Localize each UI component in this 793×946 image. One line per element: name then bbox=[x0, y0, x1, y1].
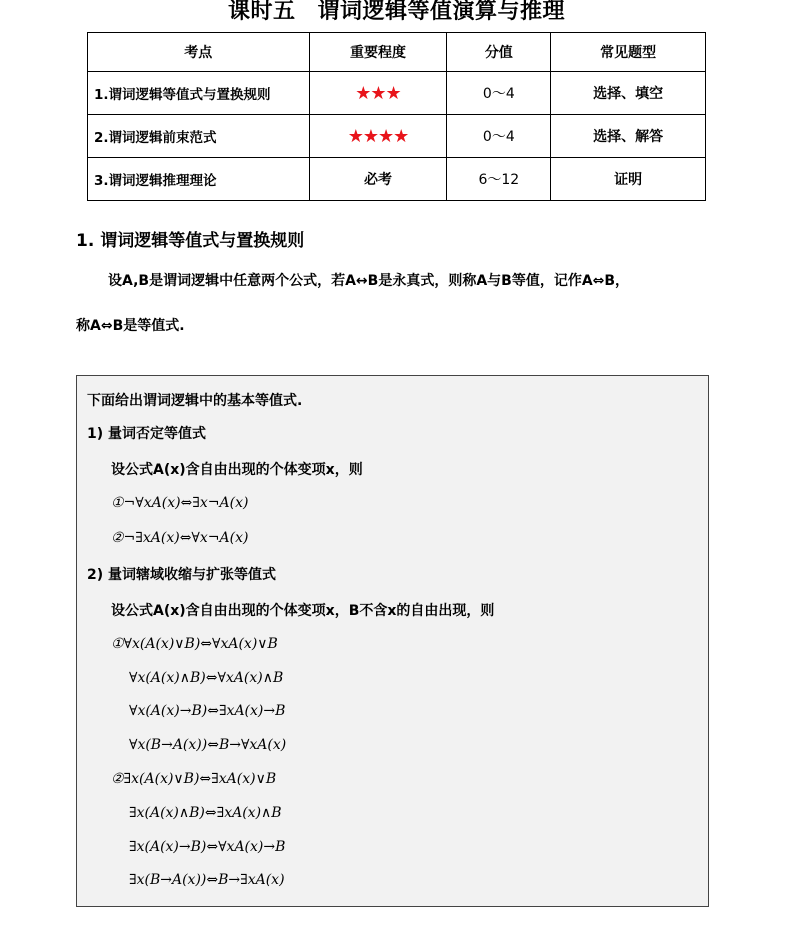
formula-scope-5: ②∃x(A(x)∨B)⇔∃xA(x)∨B bbox=[111, 771, 277, 787]
table-row bbox=[88, 115, 706, 158]
topic-cell: 3.谓词逻辑推理理论 bbox=[88, 158, 310, 201]
importance-cell: 必考 bbox=[309, 158, 447, 201]
exam-points-table bbox=[87, 32, 706, 201]
equivalences-box bbox=[76, 375, 709, 907]
question-types-cell: 证明 bbox=[551, 158, 706, 201]
subsection-title-negation: 1) 量词否定等值式 bbox=[87, 426, 207, 442]
formula-scope-6: ∃x(A(x)∧B)⇔∃xA(x)∧B bbox=[129, 805, 282, 821]
section-heading: 1. 谓词逻辑等值式与置换规则 bbox=[76, 231, 305, 251]
page-title bbox=[0, 0, 793, 25]
importance-stars: ★★★★ bbox=[309, 115, 447, 158]
definition-paragraph-line1: 设A,B是谓词逻辑中任意两个公式，若A↔B是永真式，则称A与B等值，记作A⇔B， bbox=[108, 273, 630, 289]
box-intro: 下面给出谓词逻辑中的基本等值式. bbox=[87, 393, 303, 409]
formula-scope-3: ∀x(A(x)→B)⇔∃xA(x)→B bbox=[129, 703, 286, 719]
topic-cell: 2.谓词逻辑前束范式 bbox=[88, 115, 310, 158]
formula-scope-4: ∀x(B→A(x))⇔B→∀xA(x) bbox=[129, 737, 287, 753]
subsection-desc-scope: 设公式A(x)含自由出现的个体变项x，B不含x的自由出现，则 bbox=[111, 603, 495, 619]
title-topic: 谓词逻辑等值演算与推理 bbox=[317, 0, 566, 24]
header-cell: 常见题型 bbox=[551, 33, 706, 72]
subsection-desc-negation: 设公式A(x)含自由出现的个体变项x，则 bbox=[111, 462, 363, 478]
question-types-cell: 选择、填空 bbox=[551, 72, 706, 115]
question-types-cell: 选择、解答 bbox=[551, 115, 706, 158]
score-cell: 6～12 bbox=[447, 158, 551, 201]
header-cell: 考点 bbox=[88, 33, 310, 72]
formula-scope-7: ∃x(A(x)→B)⇔∀xA(x)→B bbox=[129, 839, 286, 855]
subsection-title-scope: 2) 量词辖域收缩与扩张等值式 bbox=[87, 567, 277, 583]
score-cell: 0～4 bbox=[447, 115, 551, 158]
table-row bbox=[88, 158, 706, 201]
importance-stars: ★★★ bbox=[309, 72, 447, 115]
header-cell: 分值 bbox=[447, 33, 551, 72]
header-cell: 重要程度 bbox=[309, 33, 447, 72]
definition-paragraph-line2: 称A⇔B是等值式. bbox=[76, 318, 185, 334]
formula-scope-1: ①∀x(A(x)∨B)⇔∀xA(x)∨B bbox=[111, 636, 278, 652]
title-lesson: 课时五 bbox=[227, 0, 296, 24]
table-row bbox=[88, 72, 706, 115]
formula-negation-2: ②¬∃xA(x)⇔∀x¬A(x) bbox=[111, 530, 249, 546]
table-header-row bbox=[88, 33, 706, 72]
formula-scope-8: ∃x(B→A(x))⇔B→∃xA(x) bbox=[129, 872, 285, 888]
formula-scope-2: ∀x(A(x)∧B)⇔∀xA(x)∧B bbox=[129, 670, 284, 686]
score-cell: 0～4 bbox=[447, 72, 551, 115]
topic-cell: 1.谓词逻辑等值式与置换规则 bbox=[88, 72, 310, 115]
formula-negation-1: ①¬∀xA(x)⇔∃x¬A(x) bbox=[111, 495, 249, 511]
